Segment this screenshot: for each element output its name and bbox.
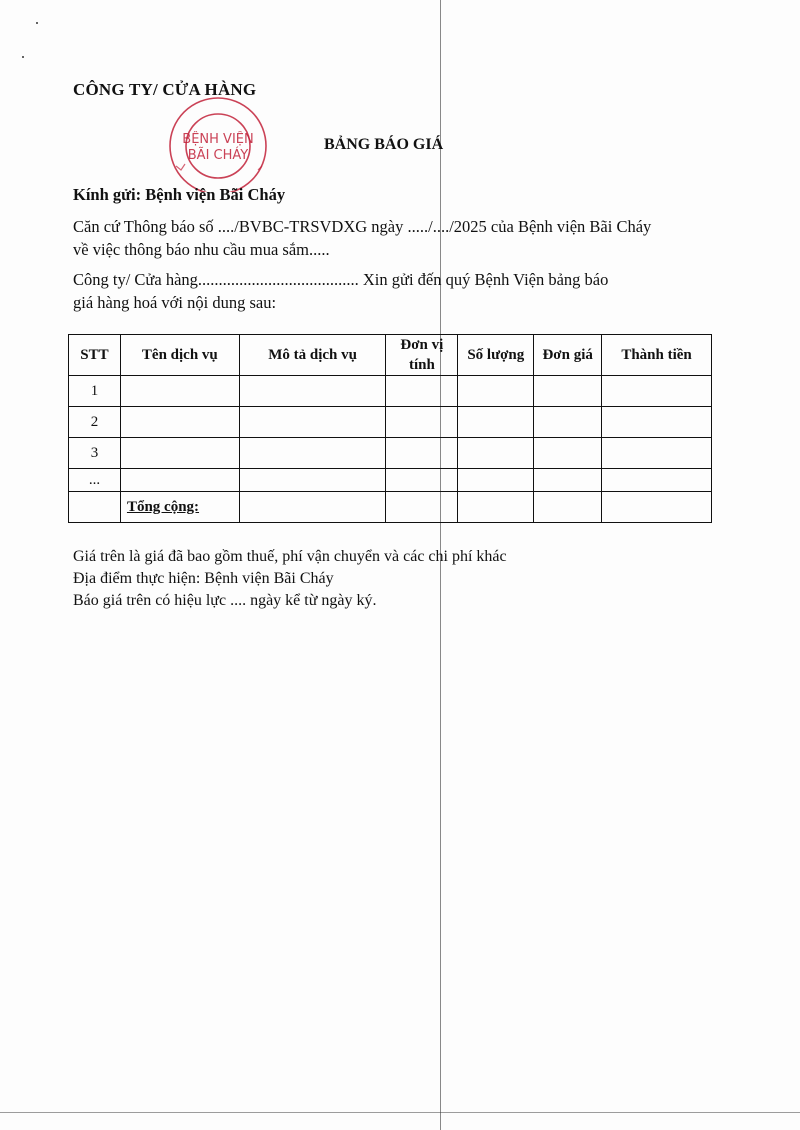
table-cell [120, 469, 239, 492]
table-cell [239, 438, 386, 469]
table-cell [458, 492, 534, 523]
table-cell [534, 492, 602, 523]
greeting-line: Kính gửi: Bệnh viện Bãi Cháy [73, 185, 286, 204]
table-cell [120, 376, 239, 407]
company-heading: CÔNG TY/ CỬA HÀNG [73, 80, 257, 99]
stamp-text-line2: BÃI CHÁY [187, 148, 249, 163]
table-cell [602, 407, 712, 438]
table-header-row [69, 335, 712, 376]
table-row [69, 469, 712, 492]
table-cell [120, 407, 239, 438]
header-quantity: Số lượng [458, 335, 534, 376]
quotation-table [68, 334, 712, 523]
intro-paragraph-2-line-1: Công ty/ Cửa hàng....................................... Xin gửi đến quý Bệnh Viện bảng báo [73, 270, 609, 289]
table-cell [458, 407, 534, 438]
table-cell [239, 492, 386, 523]
scan-edge-line [0, 1112, 800, 1113]
table-row [69, 407, 712, 438]
row-number: 3 [69, 438, 121, 469]
table-cell [386, 469, 458, 492]
table-cell [458, 469, 534, 492]
table-cell [386, 492, 458, 523]
intro-paragraph-2-line-2: giá hàng hoá với nội dung sau: [73, 293, 277, 312]
table-cell [602, 438, 712, 469]
note-location: Địa điểm thực hiện: Bệnh viện Bãi Cháy [73, 570, 334, 587]
table-row [69, 376, 712, 407]
table-cell [602, 469, 712, 492]
table-cell [534, 469, 602, 492]
table-cell [239, 469, 386, 492]
table-cell [386, 438, 458, 469]
table-cell [534, 376, 602, 407]
header-unit-line-2: tính [408, 357, 435, 373]
table-cell [386, 376, 458, 407]
table-cell [534, 407, 602, 438]
intro-paragraph-1-line-1: Căn cứ Thông báo số ..../BVBC-TRSVDXG ngày ...../..../2025 của Bệnh viện Bãi Cháy [73, 217, 652, 236]
header-unit [386, 335, 458, 376]
hospital-stamp [154, 96, 282, 192]
document-title: BẢNG BÁO GIÁ [324, 136, 444, 153]
header-amount: Thành tiền [602, 335, 712, 376]
intro-paragraph-2 [73, 268, 713, 314]
table-cell [602, 492, 712, 523]
header-service-name: Tên dịch vụ [120, 335, 239, 376]
intro-paragraph-1 [73, 215, 713, 261]
row-number: ... [69, 469, 121, 492]
header-unit-price: Đơn giá [534, 335, 602, 376]
total-label: Tổng cộng: [120, 492, 239, 523]
table-cell [458, 376, 534, 407]
table-cell [239, 407, 386, 438]
header-unit-line-1: Đơn vị [400, 337, 444, 353]
table-cell [386, 407, 458, 438]
table-row [69, 438, 712, 469]
intro-paragraph-1-line-2: về việc thông báo nhu cầu mua sắm..... [73, 240, 330, 259]
row-number: 1 [69, 376, 121, 407]
table-cell [69, 492, 121, 523]
table-cell [120, 438, 239, 469]
header-stt: STT [69, 335, 121, 376]
table-cell [458, 438, 534, 469]
scan-speck [36, 22, 38, 24]
header-service-description: Mô tả dịch vụ [239, 335, 386, 376]
note-price-inclusive: Giá trên là giá đã bao gồm thuế, phí vận chuyển và các chi phí khác [73, 548, 507, 565]
scan-speck [22, 56, 24, 58]
note-validity: Báo giá trên có hiệu lực .... ngày kể từ ngày ký. [73, 592, 377, 609]
stamp-text-line1: BỆNH VIỆN [182, 132, 254, 147]
table-cell [602, 376, 712, 407]
row-number: 2 [69, 407, 121, 438]
notes-section [73, 546, 507, 612]
table-cell [534, 438, 602, 469]
table-total-row [69, 492, 712, 523]
table-cell [239, 376, 386, 407]
